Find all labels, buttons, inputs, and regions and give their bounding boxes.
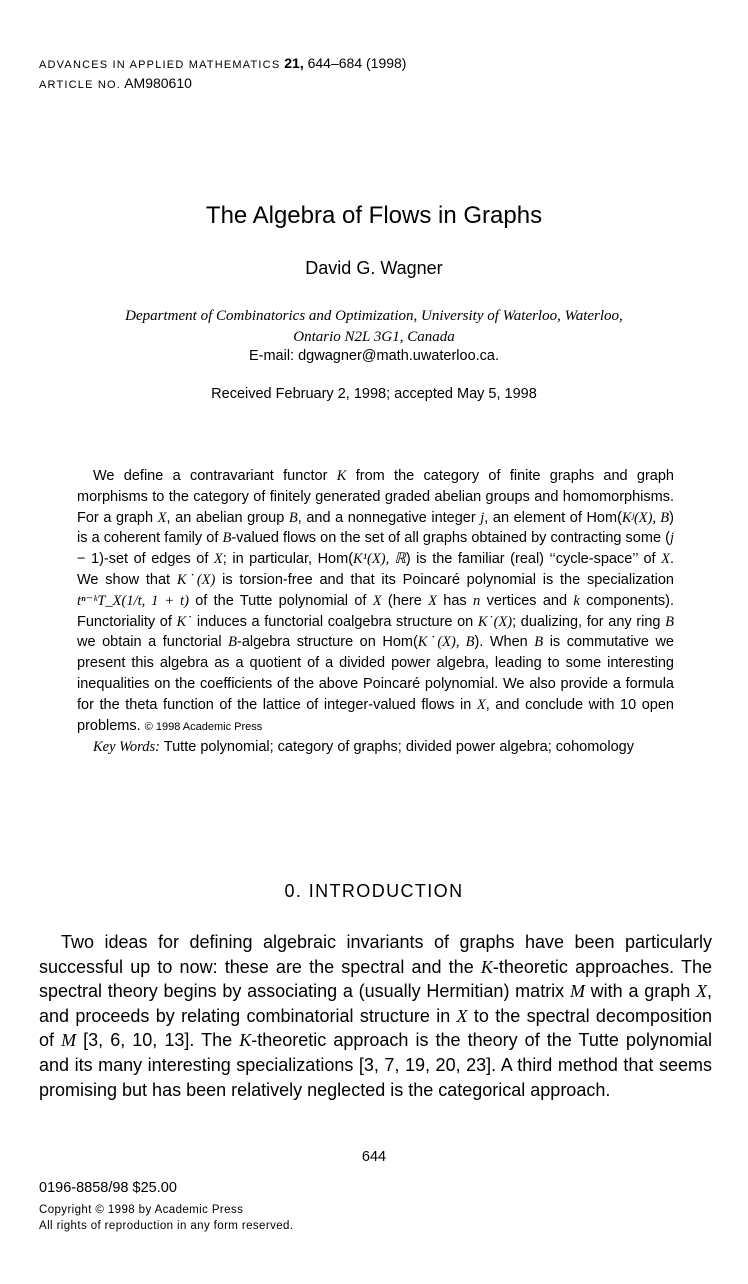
abstract-fragment: is torsion-free and that its Poincaré polynomial is the specialization bbox=[215, 571, 674, 588]
intro-fragment: [3, 6, 10, 13]. The bbox=[76, 1030, 240, 1051]
abstract-fragment: , an abelian group bbox=[166, 509, 289, 526]
abstract bbox=[77, 466, 674, 758]
received-dates: Received February 2, 1998; accepted May 5, 1998 bbox=[211, 386, 537, 402]
abstract-fragment: , an element of Hom( bbox=[484, 509, 622, 526]
author-email: E-mail: dgwagner@math.uwaterloo.ca. bbox=[248, 348, 500, 364]
math-symbol: B bbox=[288, 509, 298, 526]
journal-pages: 644–684 (1998) bbox=[307, 55, 407, 71]
journal-header bbox=[39, 55, 406, 71]
abstract-text bbox=[77, 466, 674, 737]
issn-price: 0196-8858/98 $25.00 bbox=[39, 1180, 177, 1196]
math-expression: tⁿ⁻ᵏT_X(1/t, 1 + t) bbox=[77, 592, 189, 609]
abstract-fragment: ; dualizing, for any ring bbox=[512, 613, 666, 630]
page-number: 644 bbox=[361, 1149, 387, 1165]
math-symbol: M bbox=[61, 1030, 77, 1051]
introduction-body bbox=[39, 930, 712, 1102]
key-words-text: Tutte polynomial; category of graphs; divided power algebra; cohomology bbox=[163, 739, 634, 756]
author-name: David G. Wagner bbox=[305, 258, 443, 278]
math-symbol: X bbox=[476, 696, 486, 713]
journal-volume: 21, bbox=[284, 55, 304, 71]
math-symbol: j bbox=[669, 530, 674, 547]
abstract-fragment: ) is a coherent family of bbox=[77, 509, 674, 547]
abstract-fragment: , and a nonnegative integer bbox=[297, 509, 481, 526]
intro-fragment: -theoretic approach is the theory of the Tutte polynomial and its many interesting specializations [3, 7, 19, 20, 23]. A third method that seems promising but has been relatively neglected is the categorical approach. bbox=[39, 1030, 712, 1100]
key-words-label: Key Words: bbox=[93, 739, 160, 756]
article-label: ARTICLE NO. bbox=[39, 79, 122, 91]
abstract-fragment: − 1)-set of edges of bbox=[77, 551, 214, 568]
abstract-fragment: has bbox=[436, 592, 473, 609]
math-symbol: B bbox=[665, 613, 674, 630]
math-symbol: X bbox=[213, 551, 223, 568]
intro-fragment: , and proceeds by relating combinatorial structure in bbox=[39, 981, 713, 1026]
math-expression: K˙(X), B bbox=[417, 634, 475, 651]
key-words bbox=[77, 737, 674, 758]
math-symbol: X bbox=[157, 509, 167, 526]
math-symbol: n bbox=[473, 592, 481, 609]
math-symbol: X bbox=[372, 592, 382, 609]
abstract-fragment: We define a contravariant functor bbox=[93, 468, 337, 484]
paper-title: The Algebra of Flows in Graphs bbox=[205, 202, 543, 229]
affiliation-line: Department of Combinatorics and Optimization, University of Waterloo, Waterloo, bbox=[125, 308, 623, 324]
journal-name: ADVANCES IN APPLIED MATHEMATICS bbox=[39, 59, 281, 71]
math-symbol: B bbox=[534, 634, 544, 651]
math-expression: K˙(X) bbox=[176, 571, 216, 588]
math-symbol: j bbox=[480, 509, 485, 526]
abstract-fragment: components). Functoriality of bbox=[77, 592, 674, 630]
math-expression: K˙(X) bbox=[477, 613, 513, 630]
copyright-notice bbox=[39, 1202, 293, 1234]
affiliation bbox=[0, 306, 748, 348]
math-symbol: K bbox=[239, 1030, 252, 1051]
abstract-fragment: vertices and bbox=[480, 592, 574, 609]
article-number bbox=[39, 75, 192, 91]
abstract-copyright: © 1998 Academic Press bbox=[144, 720, 263, 733]
math-symbol: X bbox=[428, 592, 437, 609]
math-symbol: B bbox=[228, 634, 237, 651]
section-heading: 0. INTRODUCTION bbox=[284, 881, 464, 901]
abstract-fragment: -valued flows on the set of all graphs obtained by contracting some ( bbox=[231, 530, 670, 547]
math-symbol: X bbox=[661, 551, 670, 568]
abstract-fragment: is commutative we present this algebra as a quotient of a divided power algebra, leading to some interesting inequalities on the coefficients of the above Poincaré polynomial. We also provide a formula for the theta function of the lattice of integer-valued flows in bbox=[77, 634, 674, 713]
affiliation-line: Ontario N2L 3G1, Canada bbox=[293, 329, 455, 345]
abstract-fragment: (here bbox=[381, 592, 429, 609]
math-symbol: k bbox=[573, 592, 580, 609]
abstract-fragment: , and conclude with 10 open problems. bbox=[77, 696, 674, 734]
abstract-fragment: . We show that bbox=[77, 551, 674, 588]
abstract-fragment: of the Tutte polynomial of bbox=[188, 592, 373, 609]
math-expression: K¹(X), ℝ bbox=[353, 551, 406, 568]
introduction-paragraph bbox=[39, 930, 712, 1102]
math-symbol: B bbox=[222, 530, 232, 547]
math-expression: Kʲ(X), B bbox=[621, 509, 670, 526]
intro-fragment: to the spectral decomposition of bbox=[39, 1005, 713, 1051]
abstract-fragment: from the category of finite graphs and graph morphisms to the category of finitely generated graded abelian groups and homomorphisms. For a graph bbox=[77, 468, 674, 526]
intro-fragment: -theoretic approaches. The spectral theory begins by associating a (usually Hermitian) matrix bbox=[39, 956, 713, 1002]
abstract-fragment: ) is the familiar (real) ‘‘cycle-space’’ of bbox=[405, 551, 662, 568]
math-symbol: X bbox=[456, 1005, 468, 1026]
article-id: AM980610 bbox=[124, 75, 192, 91]
rights-line: All rights of reproduction in any form reserved. bbox=[39, 1220, 294, 1232]
math-symbol: K bbox=[336, 468, 347, 484]
copyright-line: Copyright © 1998 by Academic Press bbox=[39, 1204, 244, 1216]
math-symbol: K˙ bbox=[176, 613, 193, 630]
abstract-fragment: induces a functorial coalgebra structure on bbox=[192, 613, 478, 630]
abstract-fragment: ; in particular, Hom( bbox=[222, 551, 354, 568]
math-symbol: K bbox=[480, 956, 493, 977]
abstract-fragment: ). When bbox=[474, 634, 535, 651]
math-symbol: X bbox=[696, 981, 707, 1002]
math-symbol: M bbox=[569, 981, 585, 1002]
abstract-fragment: we obtain a functorial bbox=[77, 634, 229, 651]
intro-fragment: Two ideas for defining algebraic invariants of graphs have been particularly successful up to now: these are the spectral and the bbox=[39, 932, 712, 977]
intro-fragment: with a graph bbox=[584, 981, 696, 1002]
abstract-fragment: -algebra structure on Hom( bbox=[236, 634, 418, 651]
